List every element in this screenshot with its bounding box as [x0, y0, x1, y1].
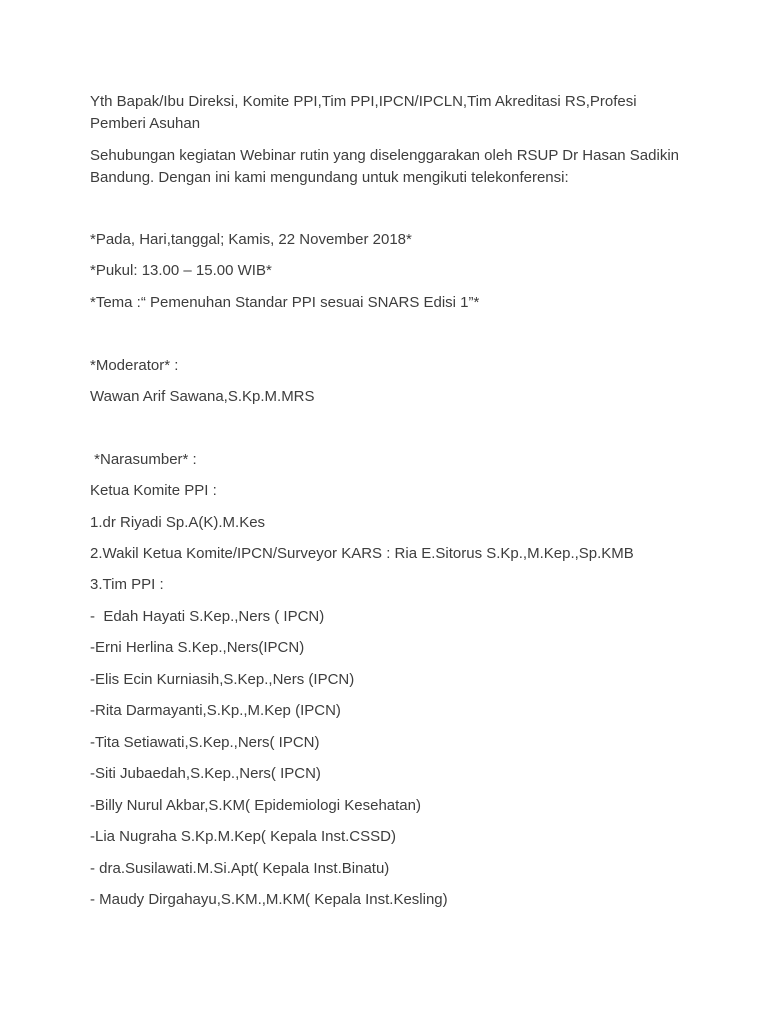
speakers-heading: *Narasumber* :: [90, 451, 197, 468]
committee-heading: Ketua Komite PPI :: [90, 482, 217, 499]
speaker-item: 1.dr Riyadi Sp.A(K).M.Kes: [90, 514, 266, 531]
team-member-item: -Rita Darmayanti,S.Kp.,M.Kep (IPCN): [90, 702, 341, 719]
team-member-item: -Lia Nugraha S.Kp.M.Kep( Kepala Inst.CSSD): [90, 828, 396, 845]
team-member-item: -Elis Ecin Kurniasih,S.Kep.,Ners (IPCN): [90, 671, 355, 688]
team-heading: 3.Tim PPI :: [90, 576, 164, 593]
speaker-item: 2.Wakil Ketua Komite/IPCN/Surveyor KARS : Ria E.Sitorus S.Kp.,M.Kep.,Sp.KMB: [90, 545, 634, 562]
team-member-item: - Maudy Dirgahayu,S.KM.,M.KM( Kepala Inst.Kesling): [90, 891, 448, 908]
time-line: *Pukul: 13.00 – 15.00 WIB*: [90, 262, 272, 279]
theme-line: *Tema :“ Pemenuhan Standar PPI sesuai SNARS Edisi 1”*: [90, 294, 480, 311]
team-member-item: -Tita Setiawati,S.Kep.,Ners( IPCN): [90, 734, 320, 751]
moderator-name: Wawan Arif Sawana,S.Kp.M.MRS: [90, 388, 315, 405]
team-member-item: - Edah Hayati S.Kep.,Ners ( IPCN): [90, 608, 325, 625]
date-line: *Pada, Hari,tanggal; Kamis, 22 November 2018*: [90, 231, 412, 248]
intro-text: Sehubungan kegiatan Webinar rutin yang diselenggarakan oleh RSUP Dr Hasan Sadikin Bandung. Dengan ini kami mengundang untuk mengikuti telekonferensi:: [90, 147, 679, 186]
team-member-item: -Billy Nurul Akbar,S.KM( Epidemiologi Kesehatan): [90, 797, 421, 814]
greeting-text: Yth Bapak/Ibu Direksi, Komite PPI,Tim PPI,IPCN/IPCLN,Tim Akreditasi RS,Profesi Pemberi Asuhan: [90, 93, 637, 132]
team-member-item: - dra.Susilawati.M.Si.Apt( Kepala Inst.Binatu): [90, 860, 390, 877]
team-member-item: -Siti Jubaedah,S.Kep.,Ners( IPCN): [90, 765, 321, 782]
team-member-item: -Erni Herlina S.Kep.,Ners(IPCN): [90, 639, 305, 656]
moderator-heading: *Moderator* :: [90, 357, 179, 374]
